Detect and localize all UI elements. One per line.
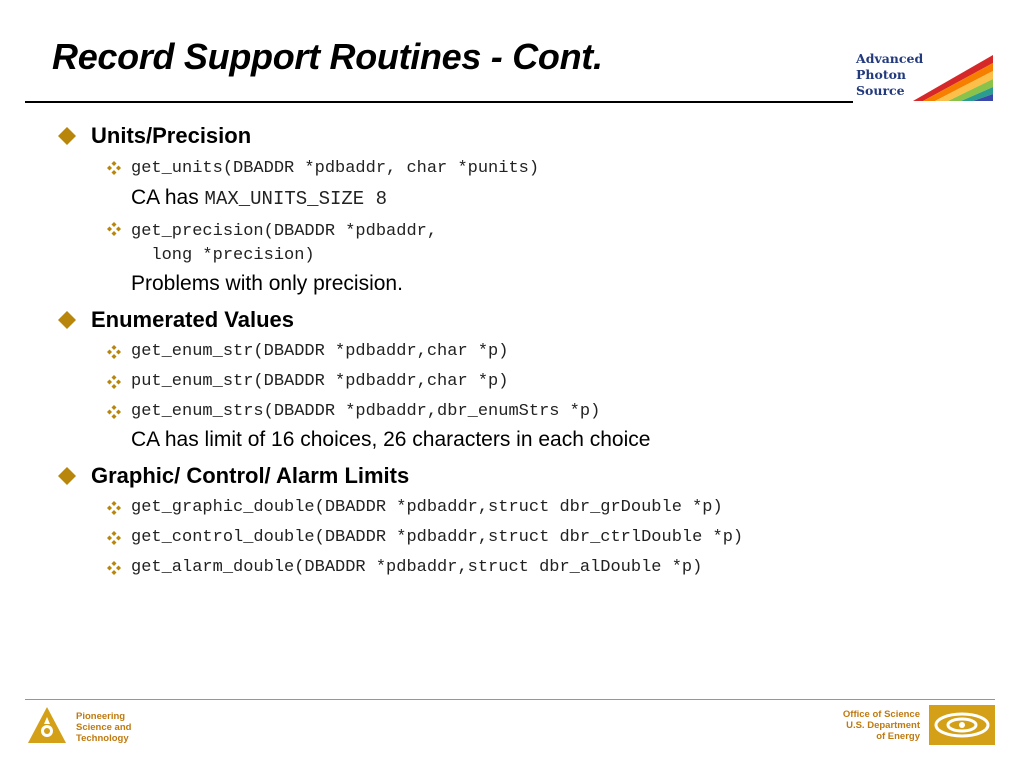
footer-divider [25, 699, 995, 700]
section-heading: Units/Precision [91, 123, 252, 148]
note-line: CA has limit of 16 choices, 26 characters in each choice [131, 428, 651, 451]
note-code: MAX_UNITS_SIZE 8 [204, 188, 387, 210]
section-heading: Enumerated Values [91, 307, 294, 332]
code-line: put_enum_str(DBADDR *pdbaddr,char *p) [131, 372, 509, 391]
note-line: Problems with only precision. [131, 272, 403, 295]
four-diamond-icon [107, 561, 121, 575]
code-line: get_precision(DBADDR *pdbaddr, long *precision) [131, 222, 438, 265]
four-diamond-icon [107, 161, 121, 175]
diamond-icon [57, 466, 77, 486]
footer-line: Office of Science [842, 709, 920, 720]
section-heading: Graphic/ Control/ Alarm Limits [91, 463, 410, 488]
title-divider [25, 101, 853, 103]
code-line: get_enum_strs(DBADDR *pdbaddr,dbr_enumStrs *p) [131, 402, 601, 421]
four-diamond-icon [107, 405, 121, 419]
footer-line: Technology [76, 733, 129, 744]
code-line: get_enum_str(DBADDR *pdbaddr,char *p) [131, 342, 509, 361]
four-diamond-icon [107, 222, 121, 236]
aps-logo [853, 51, 995, 107]
footer-line: U.S. Department [846, 720, 920, 731]
footer-line: of Energy [876, 731, 920, 742]
footer-line: Science and [76, 722, 132, 733]
diamond-icon [57, 126, 77, 146]
four-diamond-icon [107, 345, 121, 359]
four-diamond-icon [107, 501, 121, 515]
note-text: CA has [131, 186, 205, 209]
argonne-logo-icon [26, 705, 68, 745]
diamond-icon [57, 310, 77, 330]
code-line: get_control_double(DBADDR *pdbaddr,struct dbr_ctrlDouble *p) [131, 528, 744, 547]
logo-line: Advanced [856, 51, 924, 66]
four-diamond-icon [107, 531, 121, 545]
slide-title: Record Support Routines - Cont. [52, 36, 603, 77]
doe-logo-icon [929, 705, 995, 745]
code-line: get_alarm_double(DBADDR *pdbaddr,struct dbr_alDouble *p) [131, 558, 703, 577]
footer-right-text [843, 709, 920, 742]
code-line: get_units(DBADDR *pdbaddr, char *punits) [131, 159, 540, 178]
note-line [131, 186, 387, 210]
logo-line: Source [856, 83, 905, 98]
logo-line: Photon [856, 67, 907, 82]
code-line: get_graphic_double(DBADDR *pdbaddr,struct dbr_grDouble *p) [131, 498, 723, 517]
footer-line: Pioneering [76, 711, 126, 722]
footer-left-text [76, 711, 131, 744]
four-diamond-icon [107, 375, 121, 389]
